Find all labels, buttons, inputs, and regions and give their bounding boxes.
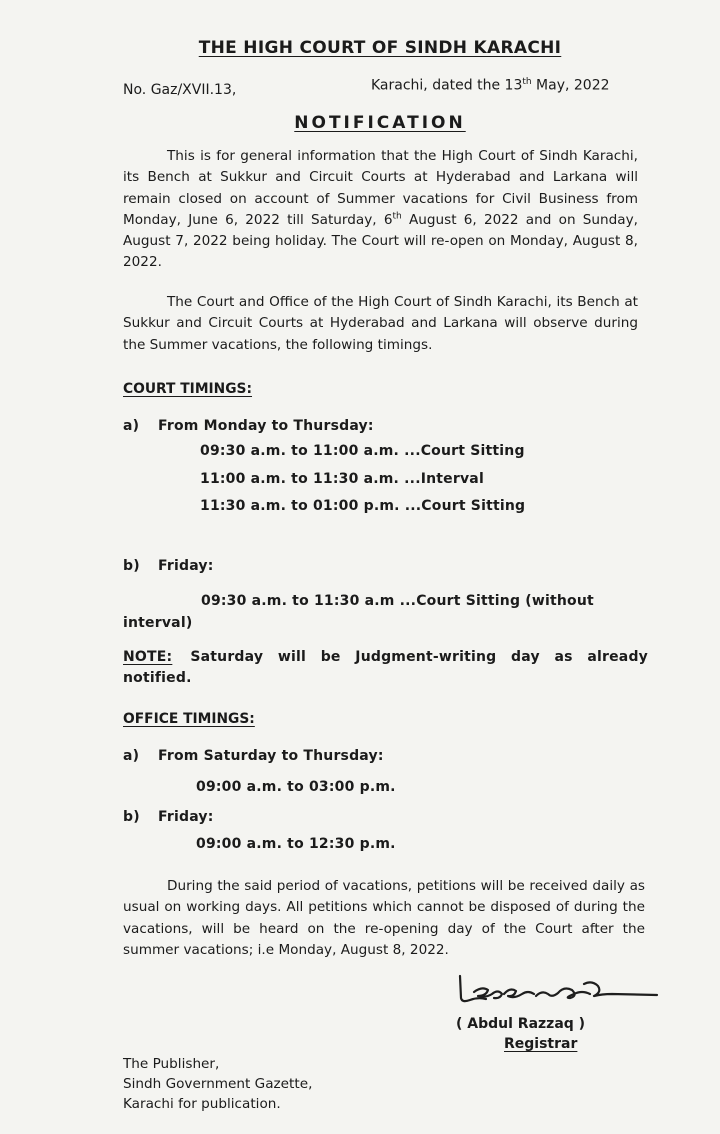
reference-number: No. Gaz/XVII.13, bbox=[123, 82, 237, 98]
notification-heading: NOTIFICATION bbox=[294, 113, 466, 133]
office-item-a-title: From Saturday to Thursday: bbox=[158, 748, 384, 764]
publisher-line: The Publisher, bbox=[123, 1056, 220, 1072]
notification-date bbox=[371, 77, 610, 94]
paragraph-timings-intro: The Court and Office of the High Court of Sindh Karachi, its Bench at Sukkur and Circuit Courts at Hyderabad and Larkana will observe during the Summer vacations, the following timings. bbox=[123, 294, 638, 353]
court-item-a-title: From Monday to Thursday: bbox=[158, 418, 374, 434]
office-item-b-label: b) bbox=[123, 809, 140, 825]
signatory-name: ( Abdul Razzaq ) bbox=[456, 1016, 586, 1032]
paragraph1-sup: th bbox=[392, 211, 402, 222]
note-text: Saturday will be Judgment-writing day as already notified. bbox=[123, 649, 648, 686]
court-title: THE HIGH COURT OF SINDH KARACHI bbox=[198, 38, 562, 58]
office-timings-heading: OFFICE TIMINGS: bbox=[123, 711, 255, 727]
court-timings-heading: COURT TIMINGS: bbox=[123, 381, 253, 397]
date-prefix: Karachi, dated the 13 bbox=[371, 77, 523, 94]
signature-mark bbox=[452, 972, 662, 1014]
date-sup: th bbox=[522, 77, 532, 87]
signatory-designation: Registrar bbox=[504, 1036, 578, 1052]
court-item-b-title: Friday: bbox=[158, 558, 214, 574]
paragraph1-part1: This is for general information that the High Court of Sindh Karachi, its Bench at Sukkur and Circuit Courts at Hyderabad and Larkana will remain closed on account of Summer vacations for Civil Business from Monday, June 6, 2022 till Saturday, 6 bbox=[123, 148, 638, 228]
office-item-a-label: a) bbox=[123, 748, 140, 764]
court-timing-line: 11:00 a.m. to 11:30 a.m. ...Interval bbox=[200, 471, 484, 487]
publisher-line: Karachi for publication. bbox=[123, 1096, 281, 1112]
office-item-b-title: Friday: bbox=[158, 809, 214, 825]
note-label: NOTE: bbox=[123, 649, 173, 665]
court-item-b-label: b) bbox=[123, 558, 140, 574]
date-suffix: May, 2022 bbox=[531, 77, 610, 94]
office-timing-line: 09:00 a.m. to 12:30 p.m. bbox=[196, 836, 396, 852]
paragraph-vacation-closure bbox=[123, 146, 638, 274]
office-timing-line: 09:00 a.m. to 03:00 p.m. bbox=[196, 779, 396, 795]
publisher-line: Sindh Government Gazette, bbox=[123, 1076, 313, 1092]
paragraph-petitions: During the said period of vacations, petitions will be received daily as usual on working days. All petitions which cannot be disposed of during the vacations, will be heard on the re-opening day of the Court after the summer vacations; i.e Monday, August 8, 2022. bbox=[123, 878, 645, 958]
note-block bbox=[123, 647, 648, 689]
court-item-a-label: a) bbox=[123, 418, 140, 434]
court-timing-line: 11:30 a.m. to 01:00 p.m. ...Court Sitting bbox=[200, 498, 526, 514]
court-friday-timing: 09:30 a.m. to 11:30 a.m ...Court Sitting (without interval) bbox=[123, 593, 594, 631]
court-timing-line: 09:30 a.m. to 11:00 a.m. ...Court Sitting bbox=[200, 443, 525, 459]
paragraph1-part2: August 6, 2022 and on Sunday, August 7, 2022 being holiday. The Court will re-open on Monday, August 8, 2022. bbox=[123, 211, 638, 271]
